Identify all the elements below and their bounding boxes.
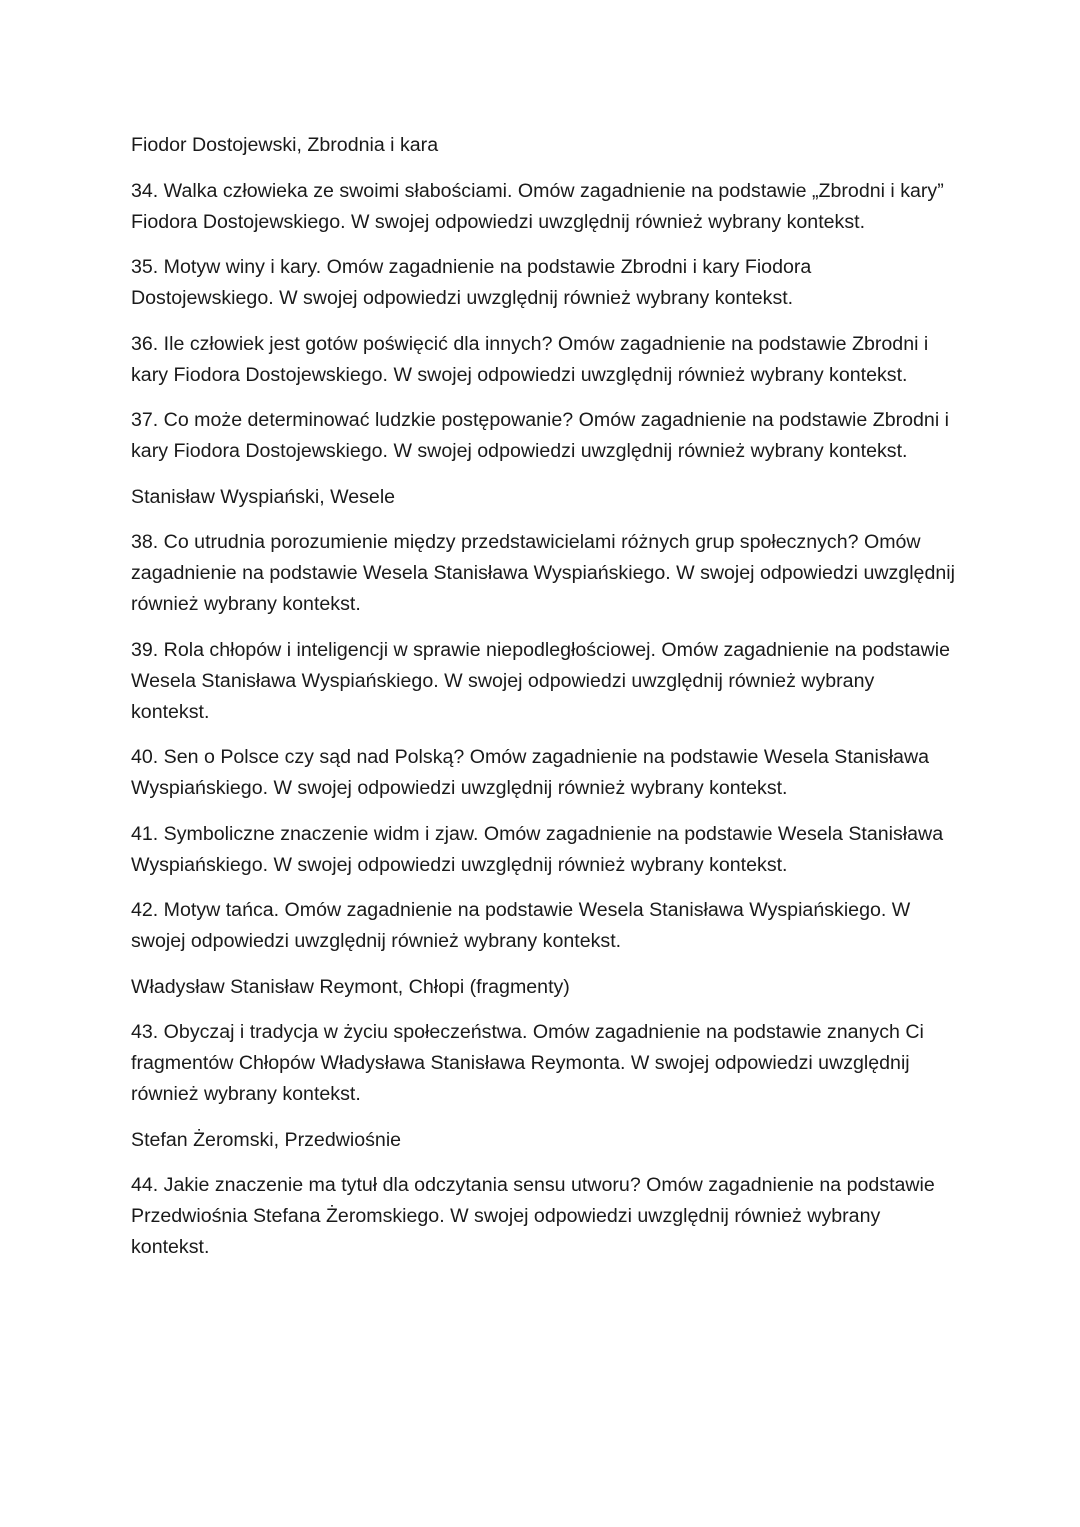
topic-item-41: 41. Symboliczne znaczenie widm i zjaw. Omów zagadnienie na podstawie Wesela Stanisława Wyspiańskiego. W swojej odpowiedzi uwzględnij również wybrany kontekst. — [131, 822, 944, 876]
section-heading-dostojewski: Fiodor Dostojewski, Zbrodnia i kara — [131, 134, 439, 156]
topic-item-39: 39. Rola chłopów i inteligencji w sprawie niepodległościowej. Omów zagadnienie na podstawie Wesela Stanisława Wyspiańskiego. W swojej odpowiedzi uwzględnij również wybrany kontekst. — [131, 638, 951, 723]
topic-item-38: 38. Co utrudnia porozumienie między przedstawicielami różnych grup społecznych? Omów zagadnienie na podstawie Wesela Stanisława Wyspiańskiego. W swojej odpowiedzi uwzględnij również wybrany kontekst. — [131, 531, 955, 615]
section-heading-zeromski: Stefan Żeromski, Przedwiośnie — [131, 1128, 402, 1151]
document-body — [131, 130, 956, 1278]
topic-item-36: 36. Ile człowiek jest gotów poświęcić dla innych? Omów zagadnienie na podstawie Zbrodni i kary Fiodora Dostojewskiego. W swojej odpowiedzi uwzględnij również wybrany kontekst. — [131, 332, 929, 386]
topic-item-40: 40. Sen o Polsce czy sąd nad Polską? Omów zagadnienie na podstawie Wesela Stanisława Wyspiańskiego. W swojej odpowiedzi uwzględnij również wybrany kontekst. — [131, 746, 930, 799]
topic-item-37: 37. Co może determinować ludzkie postępowanie? Omów zagadnienie na podstawie Zbrodni i kary Fiodora Dostojewskiego. W swojej odpowiedzi uwzględnij również wybrany kontekst. — [131, 409, 949, 462]
topic-item-35: 35. Motyw winy i kary. Omów zagadnienie na podstawie Zbrodni i kary Fiodora Dostojewskiego. W swojej odpowiedzi uwzględnij również wybrany kontekst. — [131, 256, 812, 309]
section-heading-wyspianski: Stanisław Wyspiański, Wesele — [131, 485, 396, 508]
topic-item-43: 43. Obyczaj i tradycja w życiu społeczeństwa. Omów zagadnienie na podstawie znanych Ci fragmentów Chłopów Władysława Stanisława Reymonta. W swojej odpowiedzi uwzględnij również wybrany kontekst. — [131, 1021, 924, 1105]
section-heading-reymont: Władysław Stanisław Reymont, Chłopi (fragmenty) — [131, 975, 570, 998]
topic-item-34: 34. Walka człowieka ze swoimi słabościami. Omów zagadnienie na podstawie „Zbrodni i kary” Fiodora Dostojewskiego. W swojej odpowiedzi uwzględnij również wybrany kontekst. — [131, 179, 944, 233]
topic-item-44: 44. Jakie znaczenie ma tytuł dla odczytania sensu utworu? Omów zagadnienie na podstawie Przedwiośnia Stefana Żeromskiego. W swojej odpowiedzi uwzględnij również wybrany kontekst. — [131, 1174, 935, 1258]
topic-item-42: 42. Motyw tańca. Omów zagadnienie na podstawie Wesela Stanisława Wyspiańskiego. W swojej odpowiedzi uwzględnij również wybrany kontekst. — [131, 899, 911, 952]
